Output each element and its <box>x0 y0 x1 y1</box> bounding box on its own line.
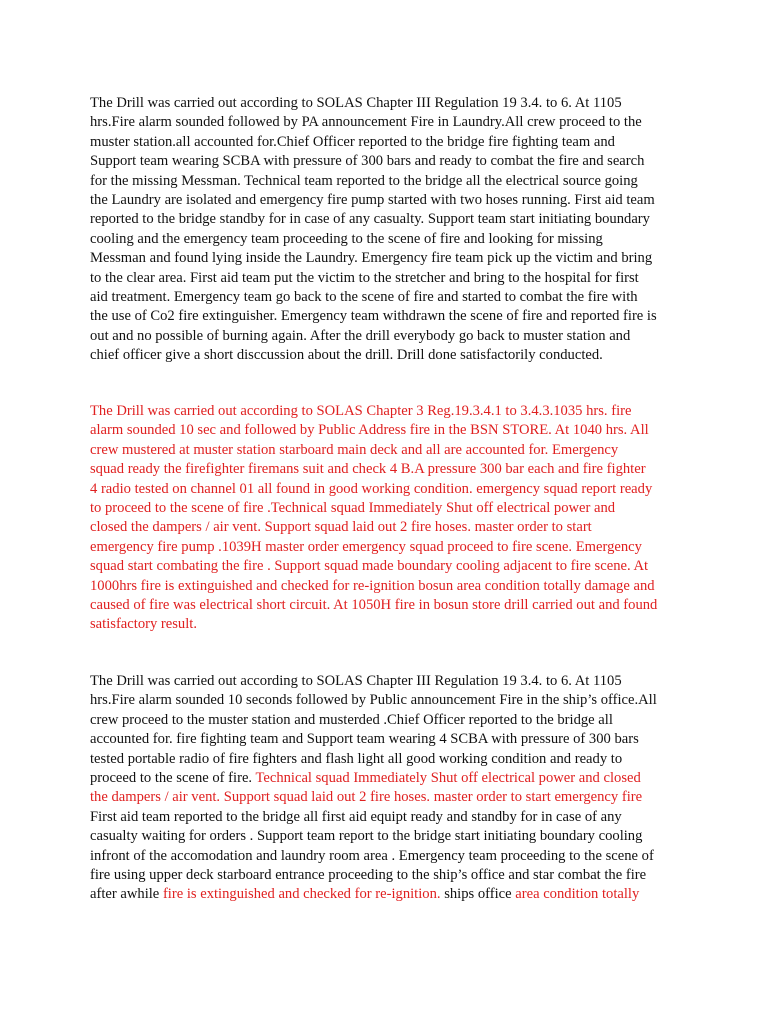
text-line <box>90 518 690 537</box>
highlighted-text: 4 radio tested on channel 01 all found in good working condition. emergency squad report ready <box>90 480 653 497</box>
body-text: after awhile <box>90 886 163 903</box>
highlighted-text: squad ready the firefighter firemans suit and check 4 B.A pressure 300 bar each and fire fighter <box>90 461 646 478</box>
body-text: cooling and the emergency team proceeding to the scene of fire and looking for missing <box>90 230 603 247</box>
highlighted-text: the dampers / air vent. Support squad laid out 2 fire hoses. master order to start emergency fire <box>90 789 643 806</box>
body-text: fire using upper deck starboard entrance proceeding to the ship’s office and star combat the fire <box>90 867 647 884</box>
text-line <box>90 691 690 710</box>
body-text: reported to the bridge standby for in case of any casualty. Support team start initiating boundary <box>90 211 650 228</box>
body-text: ships office <box>440 886 516 903</box>
text-line <box>90 288 690 307</box>
text-line <box>90 307 690 326</box>
text-line <box>90 402 690 421</box>
text-line <box>90 191 690 210</box>
text-line <box>90 249 690 268</box>
text-line <box>90 885 690 904</box>
text-line <box>90 230 690 249</box>
text-line <box>90 346 690 365</box>
text-line <box>90 788 690 807</box>
text-line <box>90 441 690 460</box>
body-text: to the clear area. First aid team put the victim to the stretcher and bring to the hospital for first <box>90 269 639 286</box>
text-line <box>90 577 690 596</box>
body-text: tested portable radio of fire fighters and flash light all good working condition and ready to <box>90 750 623 767</box>
highlighted-text: The Drill was carried out according to SOLAS Chapter 3 Reg.19.3.4.1 to 3.4.3.1035 hrs. fire <box>90 403 632 419</box>
paragraph-1 <box>90 94 690 366</box>
body-text: hrs.Fire alarm sounded followed by PA announcement Fire in Laundry.All crew proceed to the <box>90 114 642 131</box>
highlighted-text: caused of fire was electrical short circuit. At 1050H fire in bosun store drill carried out and found <box>90 597 658 614</box>
body-text: the use of Co2 fire extinguisher. Emergency team withdrawn the scene of fire and reported fire is <box>90 308 657 325</box>
text-line <box>90 711 690 730</box>
highlighted-text: area condition totally <box>515 886 640 903</box>
text-line <box>90 94 690 113</box>
text-line <box>90 113 690 132</box>
text-line <box>90 730 690 749</box>
text-line <box>90 769 690 788</box>
body-text: aid treatment. Emergency team go back to the scene of fire and started to combat the fire with <box>90 289 638 306</box>
text-line <box>90 827 690 846</box>
text-line <box>90 480 690 499</box>
highlighted-text: to proceed to the scene of fire .Technical squad Immediately Shut off electrical power and <box>90 500 616 517</box>
text-line <box>90 615 690 634</box>
highlighted-text: crew mustered at muster station starboard main deck and all are accounted for. Emergency <box>90 441 619 458</box>
text-line <box>90 866 690 885</box>
text-line <box>90 327 690 346</box>
text-line <box>90 538 690 557</box>
body-text: accounted for. fire fighting team and Support team wearing 4 SCBA with pressure of 300 bars <box>90 731 639 748</box>
body-text: for the missing Messman. Technical team reported to the bridge all the electrical source going <box>90 172 638 189</box>
body-text: crew proceed to the muster station and musterded .Chief Officer reported to the bridge all <box>90 711 613 728</box>
text-line <box>90 210 690 229</box>
body-text: Support team wearing SCBA with pressure of 300 bars and ready to combat the fire and search <box>90 153 645 170</box>
text-line <box>90 557 690 576</box>
paragraph-3 <box>90 672 690 905</box>
body-text: First aid team reported to the bridge all first aid equipt ready and standby for in case of any <box>90 808 622 825</box>
paragraph-2 <box>90 402 690 635</box>
body-text: out and no possible of burning again. After the drill everybody go back to muster station and <box>90 327 631 344</box>
body-text: muster station.all accounted for.Chief Officer reported to the bridge fire fighting team and <box>90 133 615 150</box>
text-line <box>90 172 690 191</box>
text-line <box>90 460 690 479</box>
text-line <box>90 750 690 769</box>
highlighted-text: fire is extinguished and checked for re-ignition. <box>162 886 441 903</box>
highlighted-text: squad start combating the fire . Support squad made boundary cooling adjacent to fire scene. At <box>90 558 649 575</box>
body-text: infront of the accomodation and laundry room area . Emergency team proceeding to the scene of <box>90 847 654 864</box>
highlighted-text: emergency fire pump .1039H master order emergency squad proceed to fire scene. Emergency <box>90 538 642 555</box>
body-text: chief officer give a short disccussion about the drill. Drill done satisfactorily conducted. <box>90 347 603 364</box>
body-text: The Drill was carried out according to SOLAS Chapter III Regulation 19 3.4. to 6. At 1105 <box>90 95 622 111</box>
body-text: hrs.Fire alarm sounded 10 seconds followed by Public announcement Fire in the ship’s office.All <box>90 692 657 709</box>
text-line <box>90 499 690 518</box>
text-line <box>90 808 690 827</box>
highlighted-text: Technical squad Immediately Shut off electrical power and closed <box>255 770 641 787</box>
highlighted-text: satisfactory result. <box>90 616 197 633</box>
text-line <box>90 269 690 288</box>
highlighted-text: alarm sounded 10 sec and followed by Public Address fire in the BSN STORE. At 1040 hrs. All <box>90 422 649 439</box>
text-line <box>90 133 690 152</box>
highlighted-text: 1000hrs fire is extinguished and checked for re-ignition bosun area condition totally damage and <box>90 577 655 594</box>
body-text: the Laundry are isolated and emergency fire pump started with two hoses running. First aid team <box>90 192 655 209</box>
body-text: Messman and found lying inside the Laundry. Emergency fire team pick up the victim and bring <box>90 250 653 267</box>
body-text: casualty waiting for orders . Support team report to the bridge start initiating boundary cooling <box>90 828 643 845</box>
body-text: The Drill was carried out according to SOLAS Chapter III Regulation 19 3.4. to 6. At 1105 <box>90 673 622 689</box>
highlighted-text: closed the dampers / air vent. Support squad laid out 2 fire hoses. master order to start <box>90 519 592 536</box>
text-line <box>90 672 690 691</box>
text-line <box>90 152 690 171</box>
body-text: proceed to the scene of fire. <box>90 770 256 787</box>
text-line <box>90 421 690 440</box>
text-line <box>90 847 690 866</box>
text-line <box>90 596 690 615</box>
